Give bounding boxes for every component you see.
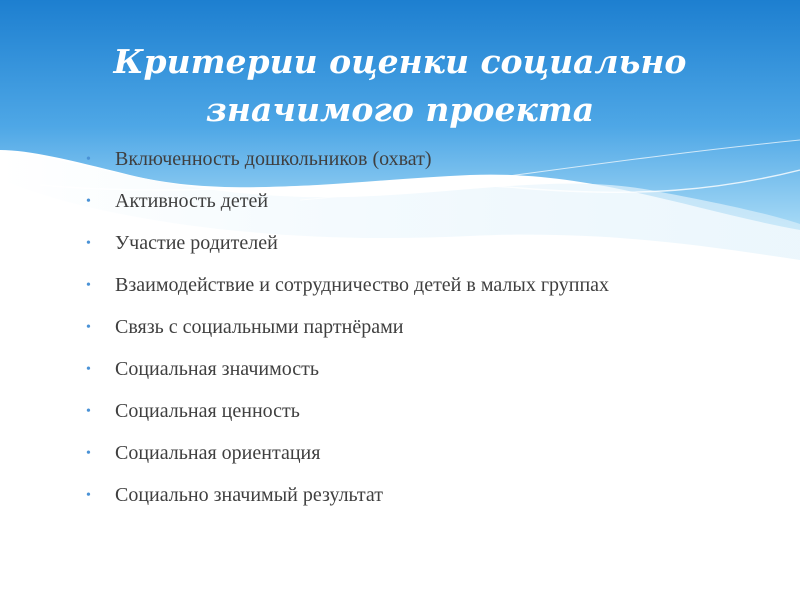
list-item — [86, 227, 714, 260]
list-item — [86, 311, 714, 344]
list-item — [86, 185, 714, 218]
list-item — [86, 437, 714, 470]
page-title — [60, 38, 740, 134]
criteria-list — [86, 143, 714, 521]
list-item — [86, 269, 714, 302]
list-item — [86, 395, 714, 428]
list-item-text: Активность детей — [115, 190, 269, 212]
bullet-icon: • — [86, 446, 91, 461]
list-item — [86, 143, 714, 176]
bullet-icon: • — [86, 320, 91, 335]
bullet-icon: • — [86, 404, 91, 419]
bullet-icon: • — [86, 278, 91, 293]
list-item-text: Участие родителей — [115, 232, 278, 254]
list-item — [86, 479, 714, 512]
bullet-icon: • — [86, 236, 91, 251]
list-item-text: Социально значимый результат — [115, 484, 383, 506]
title-line-2: значимого проекта — [205, 90, 595, 129]
title-line-1: Критерии оценки социально — [113, 42, 687, 81]
list-item-text: Социальная ценность — [115, 400, 300, 422]
list-item-text: Взаимодействие и сотрудничество детей в малых группах — [115, 274, 610, 296]
list-item-text: Социальная значимость — [115, 358, 320, 380]
list-item — [86, 353, 714, 386]
list-item-text: Социальная ориентация — [115, 442, 321, 464]
bullet-icon: • — [86, 488, 91, 503]
list-item-text: Включенность дошкольников (охват) — [115, 148, 432, 170]
bullet-icon: • — [86, 152, 91, 167]
bullet-icon: • — [86, 194, 91, 209]
list-item-text: Связь с социальными партнёрами — [115, 316, 404, 338]
bullet-icon: • — [86, 362, 91, 377]
